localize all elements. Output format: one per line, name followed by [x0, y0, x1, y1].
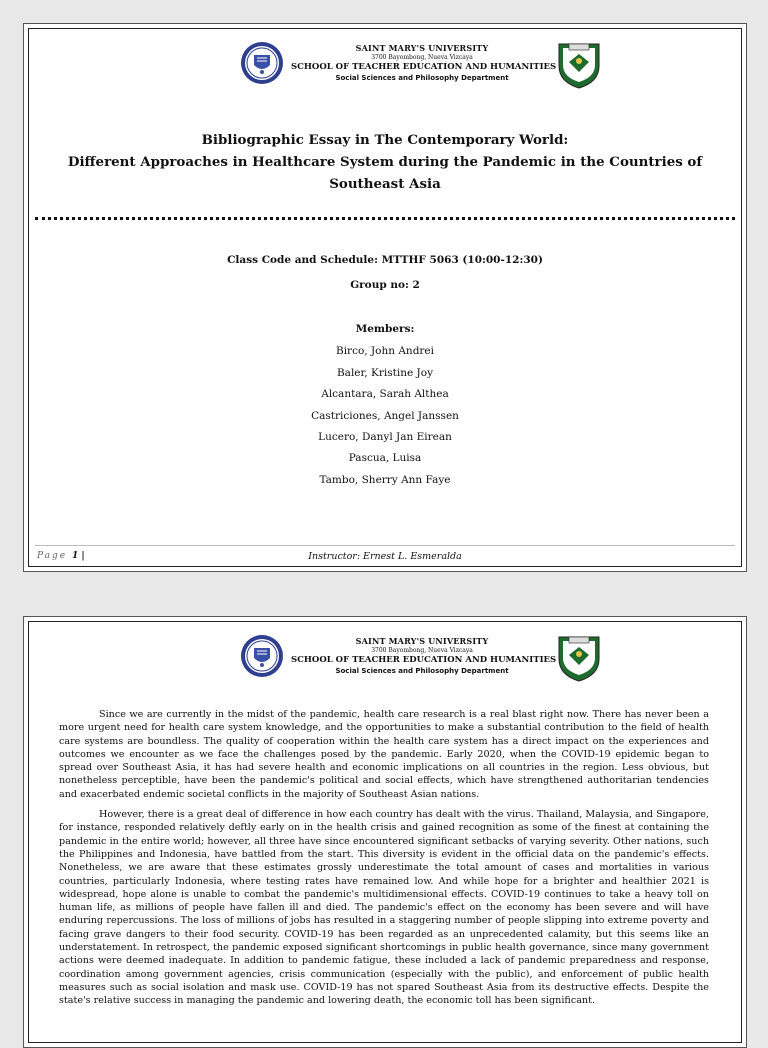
- page-border: [28, 621, 742, 1043]
- essay-body: [59, 708, 709, 1015]
- member-item: Pascua, Luisa: [348, 452, 422, 464]
- department-name: Social Sciences and Philosophy Department: [335, 74, 509, 82]
- members-label: Members:: [355, 323, 415, 335]
- university-address: 3700 Bayombong, Nueva Vizcaya: [371, 54, 473, 61]
- university-address: 3700 Bayombong, Nueva Vizcaya: [371, 647, 473, 654]
- paragraph: However, there is a great deal of difference in how each country has dealt with the virus. Thailand, Malaysia, and Singapore, for instance, responded relatively deftly early on in the health crisis and gained recognition as some of the finest at containing the pandemic in the entire world; however, all three have since encountered significant setbacks of varying severity. Other nations, such the Philippines and Indonesia, have battled from the start. This diversity is evident in the official data on the pandemic's effects. Nonetheless, we are aware that these estimates grossly underestimate the total amount of cases and mortalities in various countries, particularly Indonesia, where testing rates have remained low. And while hope for a brighter and healthier 2021 is widespread, hope alone is unable to combat the pandemic's multidimensional effects. COVID-19 continues to take a heavy toll on human life, as millions of people have fallen ill and died. The pandemic's effect on the economy has been severe and will have enduring repercussions. The loss of millions of jobs has resulted in a staggering number of people slipping into extreme poverty and facing grave dangers to their food security. COVID-19 has been regarded as an unprecedented calamity, but this seems like an understatement. In retrospect, the pandemic exposed significant shortcomings in public health governance, since many government actions were deemed inadequate. In addition to pandemic fatigue, these included a lack of pandemic preparedness and response, coordination among government agencies, crisis communication (especially with the public), and enforcement of public health measures such as social isolation and mask use. COVID-19 has not spared Southeast Asia from its destructive effects. Despite the state's relative success in managing the pandemic and lowering death, the economic toll has been significant.: [59, 809, 709, 1007]
- group-number: Group no: 2: [350, 279, 420, 291]
- school-shield-icon: [555, 633, 603, 683]
- letterhead: [29, 630, 741, 690]
- university-seal-icon: [240, 634, 284, 678]
- school-name: SCHOOL OF TEACHER EDUCATION AND HUMANITIES: [291, 62, 557, 72]
- letterhead: [29, 37, 741, 97]
- university-name: SAINT MARY'S UNIVERSITY: [355, 43, 489, 53]
- university-seal-icon: [240, 41, 284, 85]
- footer-divider: [35, 545, 735, 546]
- member-item: Castriciones, Angel Janssen: [311, 410, 459, 422]
- department-name: Social Sciences and Philosophy Department: [335, 667, 509, 675]
- dotted-divider: [35, 217, 735, 220]
- title-line-1: Bibliographic Essay in The Contemporary World:: [201, 132, 569, 148]
- school-shield-icon: [555, 40, 603, 90]
- member-item: Alcantara, Sarah Althea: [321, 388, 449, 400]
- essay-title: [41, 129, 729, 195]
- paragraph: Since we are currently in the midst of the pandemic, health care research is a real blast right now. There has never been a more urgent need for health care system knowledge, and the opportunities to make a substantial contribution to the field of health care systems are boundless. The quality of cooperation within the health care system has a direct impact on the experiences and outcomes we encounter as we face the challenges posed by the pandemic. Early 2020, when the COVID-19 epidemic began to spread over Southeast Asia, it has had severe health and economic implications on all countries in the region. Less obvious, but nonetheless perceptible, have been the pandemic's political and social effects, which have strengthened authoritarian tendencies and exacerbated endemic societal conflicts in the majority of Southeast Asian nations.: [59, 709, 709, 800]
- school-name: SCHOOL OF TEACHER EDUCATION AND HUMANITIES: [291, 655, 557, 665]
- title-line-2: Different Approaches in Healthcare System during the Pandemic in the Countries of Southeast Asia: [67, 154, 703, 192]
- page-number-value: 1 |: [71, 551, 85, 561]
- member-item: Birco, John Andrei: [335, 345, 435, 357]
- page-label: Page: [37, 551, 68, 561]
- page-border: [28, 28, 742, 567]
- university-name: SAINT MARY'S UNIVERSITY: [355, 636, 489, 646]
- class-code: Class Code and Schedule: MTTHF 5063 (10:00-12:30): [227, 254, 543, 266]
- document-page-1: [23, 23, 747, 572]
- instructor-name: Instructor: Ernest L. Esmeralda: [308, 551, 462, 562]
- member-item: Tambo, Sherry Ann Faye: [319, 474, 451, 486]
- member-item: Lucero, Danyl Jan Eirean: [318, 431, 452, 443]
- member-item: Baler, Kristine Joy: [336, 367, 434, 379]
- document-page-2: [23, 616, 747, 1048]
